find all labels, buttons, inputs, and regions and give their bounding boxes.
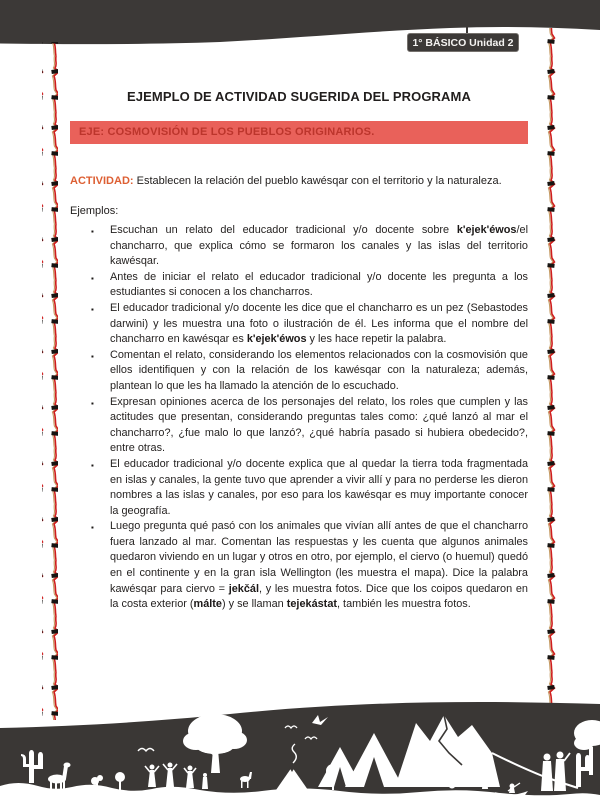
- unit-badge: 1° BÁSICO Unidad 2: [407, 33, 519, 52]
- list-item: [70, 348, 528, 395]
- zigzag-border-left: [42, 42, 58, 720]
- list-item: [70, 270, 528, 301]
- bullet-text: Escuchan un relato del educador tradicional y/o docente sobre k'ejek'éwos/el chancharro, que explica cómo se formaron los canales y las islas del territorio kawésqar.: [110, 224, 528, 268]
- bullet-text: Antes de iniciar el relato el educador tradicional y/o docente les pregunta a los estudiantes si conocen a los chancharros.: [110, 270, 528, 299]
- list-item: [70, 457, 528, 519]
- bullet-text: El educador tradicional y/o docente les dice que el chancharro es un pez (Sebastodes darwini) y les muestra una foto o ilustración de él. Les informa que el nombre del chancharro en kawésqar es k'ejek'éwos y les hace repetir la palabra.: [110, 301, 528, 346]
- bullet-list: [70, 223, 528, 613]
- zigzag-border-right: [541, 28, 557, 710]
- bullet-marker: ▪: [91, 273, 94, 283]
- content-column: [70, 88, 528, 613]
- actividad-label: ACTIVIDAD:: [70, 175, 134, 187]
- landscape-silhouette-art: [0, 695, 600, 800]
- list-item: [70, 223, 528, 270]
- eje-banner: EJE: COSMOVISIÓN DE LOS PUEBLOS ORIGINARIOS.: [70, 121, 528, 144]
- list-item: [70, 395, 528, 457]
- bullet-text: Comentan el relato, considerando los elementos relacionados con la cosmovisión que ellos identifiquen y con la relación de los kawésqar con la naturaleza; además, plantean lo que les ha llamado la atención de lo escuchado.: [110, 348, 528, 392]
- bullet-text: Expresan opiniones acerca de los personajes del relato, los roles que cumplen y las actitudes que presentan, considerando preguntas tales como: ¿qué lanzó al mar el chancharro?, ¿fue malo lo que lanzó?, ¿qué habría pasado si hubiera obedecido?, entre otras.: [110, 395, 528, 455]
- list-item: [70, 519, 528, 613]
- bullet-marker: ▪: [91, 351, 94, 361]
- ejemplos-label: Ejemplos:: [70, 205, 119, 217]
- bullet-marker: ▪: [91, 304, 94, 314]
- bullet-text: Luego pregunta qué pasó con los animales que vivían allí antes de que el chancharro fuera lanzado al mar. Comentan las respuestas y les cuenta que algunos animales quedaron viviendo en un lugar y otros en otro, por ejemplo, el ciervo (o huemul) quedó en el continente y en la gran isla Wellington (les muestra el mapa). Dice la palabra kawésqar para ciervo = jekčál, y les muestra fotos. Dice que los coipos quedaron en la costa exterior (málte) y se llaman tejekástat, también les muestra fotos.: [110, 520, 528, 611]
- bullet-text: El educador tradicional y/o docente explica que al quedar la tierra toda fragmentada en islas y canales, la gente tuvo que aprender a vivir allí y para no perderse les dieron nombres a las islas y canales, por eso para los kawésqar es muy importante conocer la geografía.: [110, 457, 528, 517]
- bullet-marker: ▪: [91, 398, 94, 408]
- bullet-marker: ▪: [91, 227, 94, 236]
- actividad-row: [70, 174, 528, 189]
- list-item: [70, 301, 528, 348]
- bullet-marker: ▪: [91, 523, 94, 533]
- page-title: EJEMPLO DE ACTIVIDAD SUGERIDA DEL PROGRAMA: [127, 89, 471, 104]
- bullet-marker: ▪: [91, 460, 94, 470]
- actividad-text: Establecen la relación del pueblo kawésqar con el territorio y la naturaleza.: [136, 175, 502, 187]
